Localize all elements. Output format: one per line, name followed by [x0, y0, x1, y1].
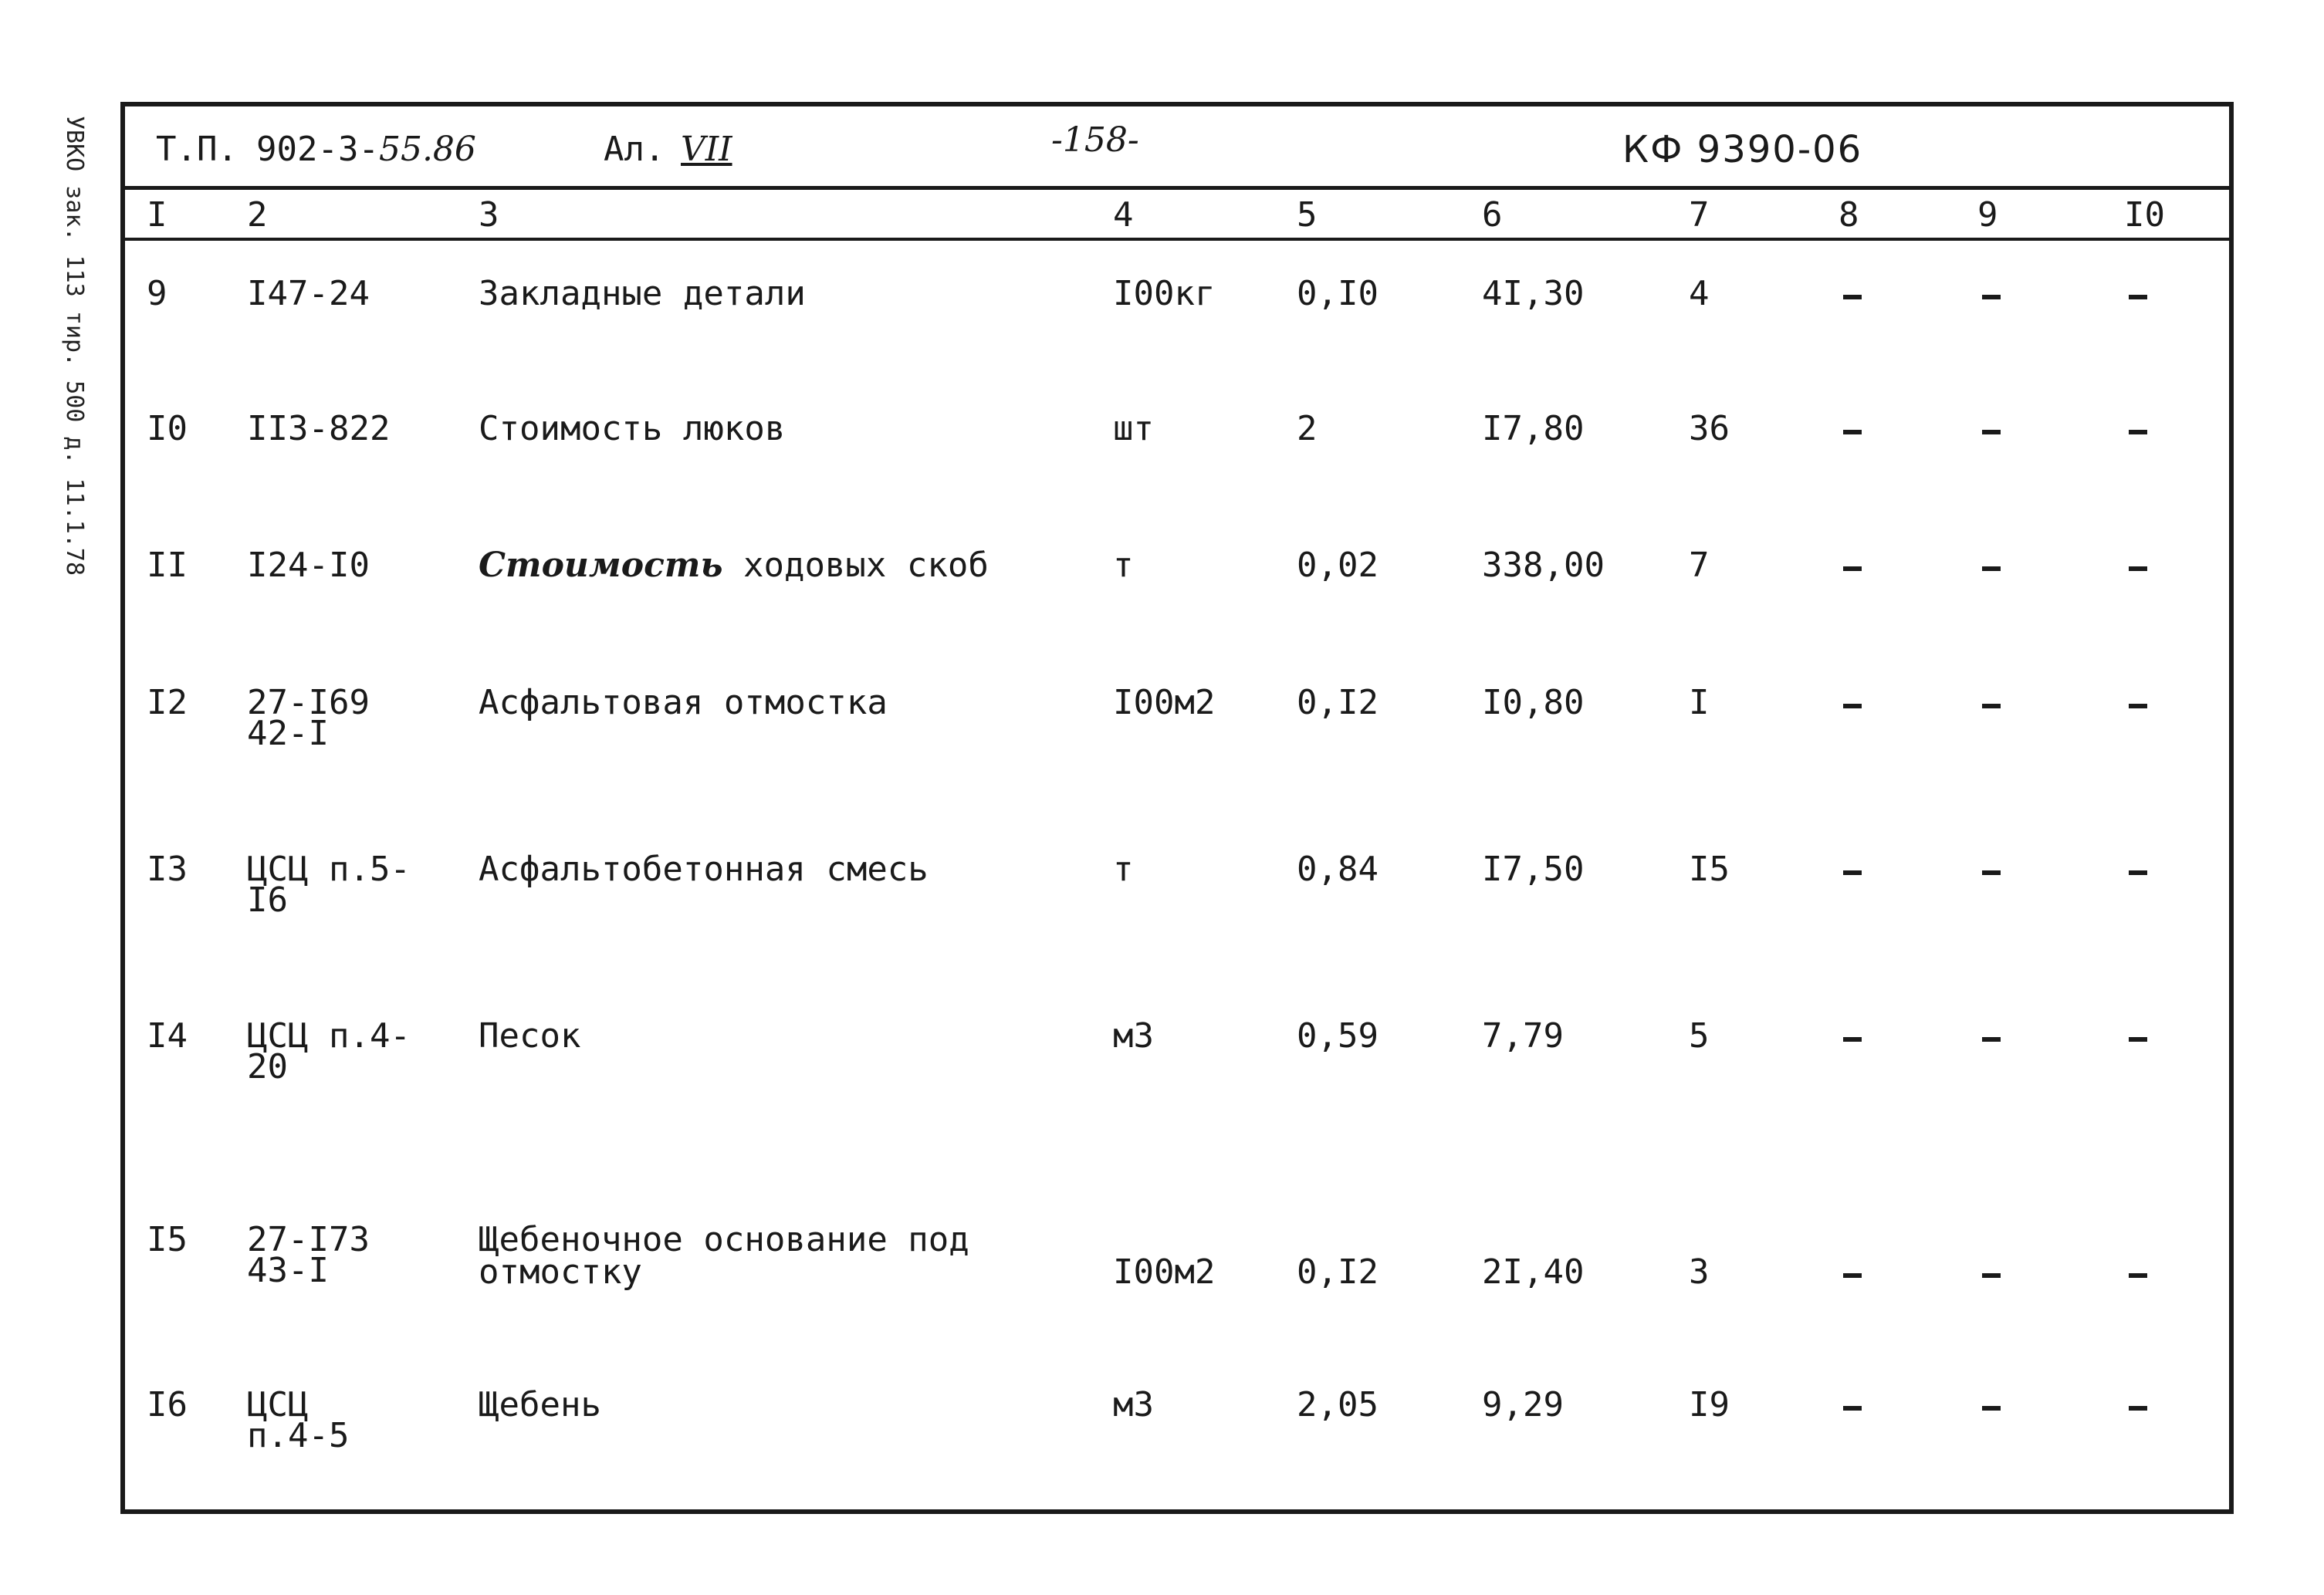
total-cost: I5 [1689, 850, 1730, 889]
item-name-printed: ходовых скоб [743, 546, 989, 585]
quantity: 2 [1297, 409, 1318, 448]
tp-number-printed: 902-3- [256, 130, 379, 169]
empty-dash-col-10 [2129, 566, 2147, 571]
item-name: Щебень [479, 1385, 601, 1424]
unit: т [1113, 546, 1134, 585]
column-number-8: 8 [1839, 195, 1859, 235]
side-print-note: УВКО зак. 113 тир. 500 д. 11.1.78 [61, 116, 88, 576]
album-label: Ал. [604, 130, 665, 169]
rate-code: 27-I73 [247, 1220, 370, 1259]
total-cost: I [1689, 683, 1710, 722]
quantity: 0,I2 [1297, 683, 1379, 722]
empty-dash-col-10 [2129, 295, 2147, 299]
total-cost: 7 [1689, 546, 1710, 585]
empty-dash-col-9 [1982, 1273, 2001, 1278]
unit-price: 2I,40 [1482, 1252, 1585, 1292]
unit: т [1113, 850, 1134, 889]
rate-code: I24-I0 [247, 546, 370, 585]
empty-dash-col-9 [1982, 870, 2001, 875]
rate-code: II3-822 [247, 409, 391, 448]
sheet-header [125, 106, 2229, 190]
empty-dash-col-10 [2129, 704, 2147, 708]
unit-price: I7,50 [1482, 850, 1585, 889]
column-number-4: 4 [1113, 195, 1134, 235]
column-number-9: 9 [1977, 195, 1998, 235]
empty-dash-col-9 [1982, 704, 2001, 708]
empty-dash-col-8 [1843, 1037, 1862, 1042]
total-cost: I9 [1689, 1385, 1730, 1424]
unit: I00кг [1113, 274, 1216, 313]
rate-code: 27-I69 [247, 683, 370, 722]
rate-code: ЦСЦ [247, 1385, 309, 1424]
empty-dash-col-8 [1843, 566, 1862, 571]
album-number: VII [681, 130, 732, 169]
tp-label: Т.П. [156, 130, 238, 169]
rate-code: 20 [247, 1047, 288, 1086]
rate-code: I47-24 [247, 274, 370, 313]
row-number: I3 [147, 850, 188, 889]
row-number: I6 [147, 1385, 188, 1424]
row-number: I4 [147, 1016, 188, 1056]
empty-dash-col-10 [2129, 1273, 2147, 1278]
rate-code: ЦСЦ п.5- [247, 850, 411, 889]
rate-code: 42-I [247, 714, 329, 753]
empty-dash-col-10 [2129, 1406, 2147, 1411]
unit: шт [1113, 409, 1154, 448]
unit-price: 4I,30 [1482, 274, 1585, 313]
item-name: Стоимость люков [479, 409, 786, 448]
empty-dash-col-9 [1982, 430, 2001, 434]
rate-code: ЦСЦ п.4- [247, 1016, 411, 1056]
unit: I00м2 [1113, 1252, 1216, 1292]
total-cost: 5 [1689, 1016, 1710, 1056]
column-number-3: 3 [479, 195, 499, 235]
quantity: 0,02 [1297, 546, 1379, 585]
unit-price: 9,29 [1482, 1385, 1564, 1424]
item-name: Щебеночное основание под [479, 1220, 969, 1259]
column-number-7: 7 [1689, 195, 1710, 235]
unit: м3 [1113, 1016, 1154, 1056]
item-name: Асфальтовая отмостка [479, 683, 888, 722]
row-number: I2 [147, 683, 188, 722]
empty-dash-col-9 [1982, 1037, 2001, 1042]
total-cost: 4 [1689, 274, 1710, 313]
estimate-sheet [120, 102, 2234, 1514]
quantity: 2,05 [1297, 1385, 1379, 1424]
unit-price: 7,79 [1482, 1016, 1564, 1056]
empty-dash-col-10 [2129, 870, 2147, 875]
column-number-10: I0 [2124, 195, 2165, 235]
empty-dash-col-8 [1843, 870, 1862, 875]
item-name: отмостку [479, 1252, 642, 1292]
tp-number-handwritten: 55.86 [378, 130, 476, 169]
empty-dash-col-8 [1843, 1406, 1862, 1411]
rate-code: I6 [247, 880, 288, 920]
item-name: Песок [479, 1016, 581, 1056]
column-number-6: 6 [1482, 195, 1503, 235]
row-number: I0 [147, 409, 188, 448]
quantity: 0,59 [1297, 1016, 1379, 1056]
empty-dash-col-8 [1843, 295, 1862, 299]
column-number-2: 2 [247, 195, 268, 235]
quantity: 0,84 [1297, 850, 1379, 889]
column-number-1: I [147, 195, 167, 235]
empty-dash-col-9 [1982, 566, 2001, 571]
rate-code: 43-I [247, 1251, 329, 1290]
column-number-5: 5 [1297, 195, 1318, 235]
item-name: Закладные детали [479, 274, 806, 313]
unit: м3 [1113, 1385, 1154, 1424]
item-name-handwritten: Стоимость [479, 546, 723, 585]
empty-dash-col-8 [1843, 704, 1862, 708]
item-name: Асфальтобетонная смесь [479, 850, 929, 889]
quantity: 0,I0 [1297, 274, 1379, 313]
total-cost: 36 [1689, 409, 1730, 448]
empty-dash-col-10 [2129, 1037, 2147, 1042]
row-number: 9 [147, 274, 167, 313]
empty-dash-col-9 [1982, 295, 2001, 299]
unit-price: I0,80 [1482, 683, 1585, 722]
unit-price: I7,80 [1482, 409, 1585, 448]
quantity: 0,I2 [1297, 1252, 1379, 1292]
row-number: I5 [147, 1220, 188, 1259]
empty-dash-col-8 [1843, 1273, 1862, 1278]
page-number: -158- [1051, 120, 1139, 160]
rate-code: п.4-5 [247, 1416, 350, 1455]
item-name [479, 548, 989, 583]
tp-number [256, 130, 476, 170]
row-number: II [147, 546, 188, 585]
unit: I00м2 [1113, 683, 1216, 722]
empty-dash-col-8 [1843, 430, 1862, 434]
empty-dash-col-9 [1982, 1406, 2001, 1411]
total-cost: 3 [1689, 1252, 1710, 1292]
document-code: КФ 9390-06 [1622, 128, 1863, 171]
unit-price: 338,00 [1482, 546, 1605, 585]
empty-dash-col-10 [2129, 430, 2147, 434]
column-number-row [125, 190, 2229, 241]
